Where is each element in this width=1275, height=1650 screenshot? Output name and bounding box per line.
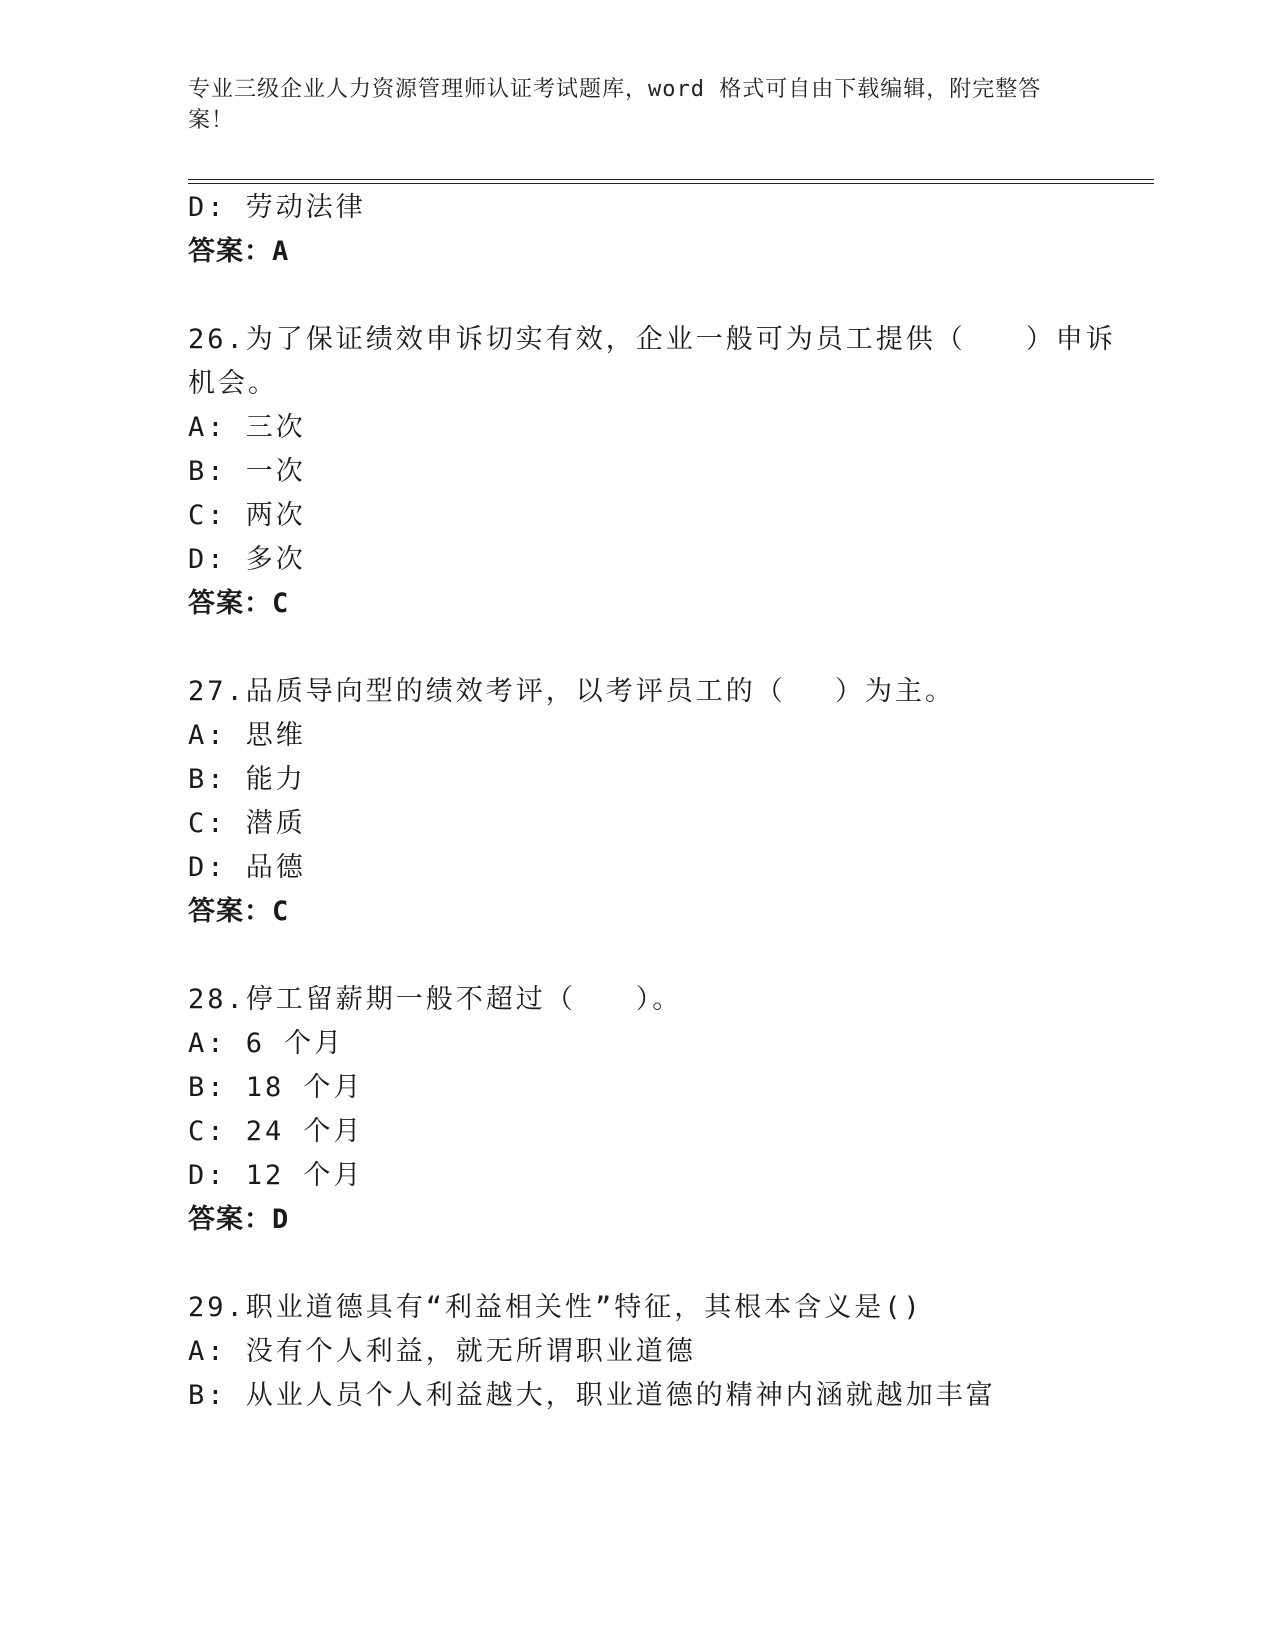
q26-answer: 答案：C — [188, 588, 290, 619]
q27-option-b: B: 能力 — [188, 764, 306, 795]
page-header: 专业三级企业人力资源管理师认证考试题库，word 格式可自由下载编辑，附完整答案！ — [188, 77, 1042, 133]
q27-option-d: D: 品德 — [188, 852, 306, 883]
q29-question: 29.职业道德具有“利益相关性”特征，其根本含义是() — [188, 1292, 923, 1323]
q26-question-line1: 26.为了保证绩效申诉切实有效，企业一般可为员工提供（ ）申诉 — [188, 324, 1116, 355]
q28-option-d: D: 12 个月 — [188, 1160, 364, 1191]
q29-option-a: A: 没有个人利益，就无所谓职业道德 — [188, 1336, 696, 1367]
q28-option-c: C: 24 个月 — [188, 1116, 364, 1147]
q28-question: 28.停工留薪期一般不超过（ ）。 — [188, 984, 683, 1015]
q26-question-line2: 机会。 — [188, 368, 278, 399]
q26-option-c: C: 两次 — [188, 500, 306, 531]
q26-option-b: B: 一次 — [188, 456, 306, 487]
header-rule-bottom — [188, 183, 1154, 184]
q25-answer: 答案：A — [188, 236, 290, 267]
q26-option-d: D: 多次 — [188, 544, 306, 575]
q27-question: 27.品质导向型的绩效考评，以考评员工的（ ）为主。 — [188, 676, 956, 707]
q27-answer: 答案：C — [188, 896, 290, 927]
q29-option-b: B: 从业人员个人利益越大，职业道德的精神内涵就越加丰富 — [188, 1380, 996, 1411]
q26-option-a: A: 三次 — [188, 412, 306, 443]
q28-option-b: B: 18 个月 — [188, 1072, 364, 1103]
q28-option-a: A: 6 个月 — [188, 1028, 345, 1059]
header-rule-top — [188, 179, 1154, 180]
q25-option-d: D: 劳动法律 — [188, 192, 366, 223]
q27-option-c: C: 潜质 — [188, 808, 306, 839]
q27-option-a: A: 思维 — [188, 720, 306, 751]
q28-answer: 答案：D — [188, 1204, 290, 1235]
